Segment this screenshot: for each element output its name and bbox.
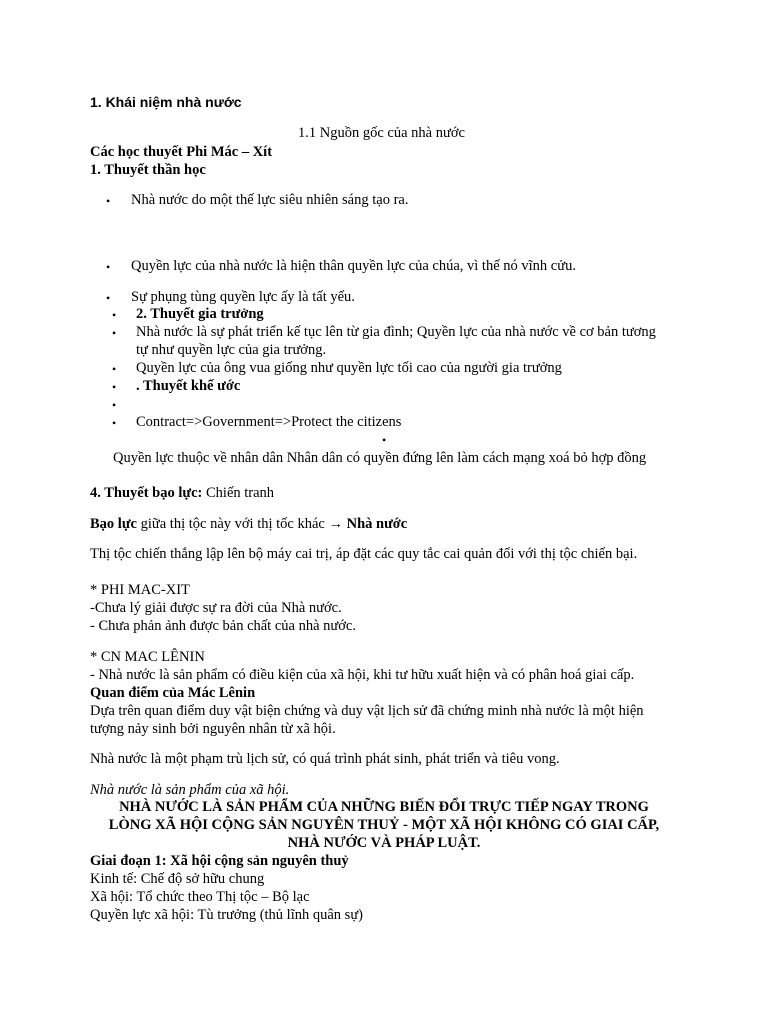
cn-mac-title: * CN MAC LÊNIN xyxy=(90,649,205,665)
bullet-icon: • xyxy=(106,291,111,305)
contract-title: . Thuyết khế ước xyxy=(136,378,241,394)
patriarchy-item-1-line-1: Nhà nước là sự phát triển kế tục lên từ gia đình; Quyền lực của nhà nước về cơ bản tương xyxy=(136,324,656,340)
marx-view-line-2: tượng nảy sinh bởi nguyên nhân từ xã hội. xyxy=(90,721,336,737)
violence-line xyxy=(90,515,407,533)
marx-view-title: Quan điểm của Mác Lênin xyxy=(90,685,256,701)
caps-line-2: LÒNG XÃ HỘI CỘNG SẢN NGUYÊN THUỶ - MỘT XÃ HỘI KHÔNG CÓ GIAI CẤP, xyxy=(108,817,660,833)
violence-title: 4. Thuyết bạo lực: xyxy=(90,485,203,501)
stage-1-line-2: Xã hội: Tổ chức theo Thị tộc – Bộ lạc xyxy=(90,889,310,905)
caps-line-1: NHÀ NƯỚC LÀ SẢN PHẨM CỦA NHỮNG BIẾN ĐỔI TRỰC TIẾP NGAY TRONG xyxy=(119,799,649,815)
non-marxist-title: Các học thuyết Phi Mác – Xít xyxy=(90,144,273,160)
bullet-icon: • xyxy=(112,308,117,322)
caps-line-3: NHÀ NƯỚC VÀ PHÁP LUẬT. xyxy=(287,835,481,851)
history-line: Nhà nước là một phạm trù lịch sử, có quá trình phát sinh, phát triển và tiêu vong. xyxy=(90,751,560,767)
marx-view-line-1: Dựa trên quan điểm duy vật biện chứng và duy vật lịch sử đã chứng minh nhà nước là một hiện xyxy=(90,703,644,719)
bullet-icon: • xyxy=(112,380,117,394)
bullet-icon: • xyxy=(112,362,117,376)
violence-title-rest: Chiến tranh xyxy=(202,485,275,501)
violence-theory-line xyxy=(90,484,274,502)
bullet-icon: • xyxy=(382,433,387,447)
phi-mac-line-1: -Chưa lý giải được sự ra đời của Nhà nước. xyxy=(90,600,342,616)
theology-item-2: Quyền lực của nhà nước là hiện thân quyền lực của chúa, vì thế nó vĩnh cửu. xyxy=(131,258,576,274)
phi-mac-title: * PHI MAC-XIT xyxy=(90,582,190,598)
bullet-icon: • xyxy=(106,260,111,274)
italic-line: Nhà nước là sản phẩm của xã hội. xyxy=(90,782,290,798)
bullet-icon: • xyxy=(106,194,111,208)
patriarchy-item-1-line-2: tự như quyền lực của gia trưởng. xyxy=(136,342,327,358)
arrow-right-icon: → xyxy=(328,516,343,532)
bullet-icon: • xyxy=(112,416,117,430)
cn-mac-line-1: - Nhà nước là sản phẩm có điều kiện của xã hội, khi tư hữu xuất hiện và có phân hoá giai cấp. xyxy=(90,667,635,683)
patriarchy-title: 2. Thuyết gia trưởng xyxy=(136,306,264,322)
subsection-heading: 1.1 Nguồn gốc của nhà nước xyxy=(298,125,465,141)
violence-mid: giữa thị tộc này với thị tốc khác xyxy=(136,516,329,532)
violence-paragraph: Thị tộc chiến thắng lập lên bộ máy cai trị, áp đặt các quy tắc cai quản đối với thị tộc chiến bại. xyxy=(90,546,638,562)
bullet-icon: • xyxy=(112,326,117,340)
theology-item-3: Sự phụng tùng quyền lực ấy là tất yếu. xyxy=(131,289,355,305)
violence-bold-2: Nhà nước xyxy=(342,516,408,532)
patriarchy-item-2: Quyền lực của ông vua giống như quyền lực tối cao của người gia trưởng xyxy=(136,360,562,376)
contract-item: Contract=>Government=>Protect the citizens xyxy=(136,414,402,430)
stage-1-title: Giai đoạn 1: Xã hội cộng sản nguyên thuỷ xyxy=(90,853,349,869)
contract-note: Quyền lực thuộc về nhân dân Nhân dân có quyền đứng lên làm cách mạng xoá bỏ hợp đồng xyxy=(113,450,647,466)
violence-bold-1: Bạo lực xyxy=(90,516,137,532)
stage-1-line-3: Quyền lực xã hội: Tù trưởng (thủ lĩnh quân sự) xyxy=(90,907,364,923)
theology-item-1: Nhà nước do một thế lực siêu nhiên sáng tạo ra. xyxy=(131,192,409,208)
phi-mac-line-2: - Chưa phản ảnh được bản chất của nhà nước. xyxy=(90,618,356,634)
section-heading: 1. Khái niệm nhà nước xyxy=(90,94,242,110)
theology-title: 1. Thuyết thần học xyxy=(90,162,206,178)
bullet-icon: • xyxy=(112,398,117,412)
stage-1-line-1: Kinh tế: Chế độ sở hữu chung xyxy=(90,871,265,887)
